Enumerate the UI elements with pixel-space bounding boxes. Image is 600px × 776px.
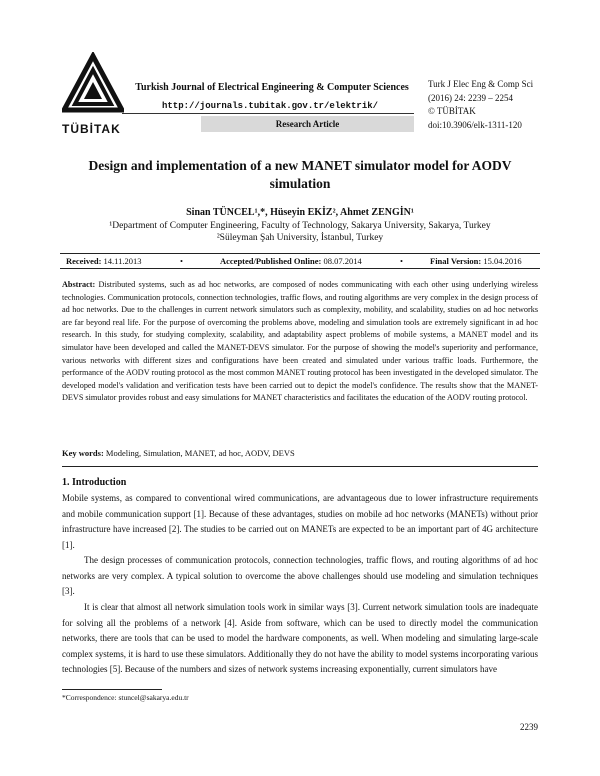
page-number: 2239: [520, 722, 538, 732]
section-divider: [62, 466, 538, 467]
ref-line-journal: Turk J Elec Eng & Comp Sci: [428, 79, 534, 89]
keywords: [62, 448, 538, 458]
dates-bar: [60, 253, 540, 269]
tubitak-logo-icon: [62, 52, 124, 124]
abstract: [62, 279, 538, 405]
footnote-rule: [62, 689, 162, 690]
journal-reference: [428, 78, 533, 132]
paper-authors: Sinan TÜNCEL¹,*, Hüseyin EKİZ², Ahmet ZENGİN¹: [186, 207, 414, 218]
section-heading: 1. Introduction: [62, 477, 127, 488]
header-divider: [122, 113, 414, 114]
paper-title: Design and implementation of a new MANET simulator model for AODV simulation: [88, 158, 512, 191]
ref-line-volume: (2016) 24: 2239 – 2254: [428, 92, 513, 103]
paragraph-2: The design processes of communication protocols, connection technologies, traffic flows, and routing algorithms of ad hoc networks are very complex. A typical solution to overcome the above challenges should use modeling and simulation techniques [3].: [62, 555, 538, 597]
date-separator: •: [400, 256, 403, 266]
paragraph-3: It is clear that almost all network simulation tools work in similar ways [3]. Current network simulation tools are inadequate for solving all the problems of a network [4]. Aside from software, which can be used to directly model the communication networks, there are tools that can be used to model the hardware components, as well. When modeling and simulating large-scale complex systems, it is hard to use these simulators. Additionally they do not have the ability to model systems incorporating various technologies [5]. Because of the numbers and sizes of network systems increasing exponentially, current simulators have: [62, 602, 538, 675]
ref-line-copyright: © TÜBİTAK: [428, 106, 476, 116]
keywords-label: Key words:: [62, 448, 104, 458]
journal-url[interactable]: http://journals.tubitak.gov.tr/elektrik/: [162, 101, 379, 111]
abstract-label: Abstract:: [62, 280, 96, 289]
ref-line-doi[interactable]: doi:10.3906/elk-1311-120: [428, 119, 522, 130]
date-separator: •: [180, 256, 183, 266]
logo-wordmark: TÜBİTAK: [62, 122, 121, 136]
affiliation-1: ¹Department of Computer Engineering, Faculty of Technology, Sakarya University, Sakarya, Turkey: [109, 221, 491, 231]
accepted-date: Accepted/Published Online: 08.07.2014: [220, 256, 362, 266]
abstract-text: Distributed systems, such as ad hoc networks, are composed of nodes communicating with each other using underlying wireless technologies. Communication protocols, connection technologies, traffic flows, and routing algorithms are very complex in the design process of ad hoc networks. Due to the challenges in current network simulators such as complexity, mobility, and scalability, studies on ad hoc networks are far beyond real life. For the purpose of overcoming the problems above, modeling and simulation tools are extremely significant in ad hoc research. In this study, for studying complexity, scalability, and adaptability aspect problems of mobile systems, a MANET model and its simulator have been developed and called the MANET-DEVS simulator. For the purpose of showing the model's superiority and performance, various networks with different sizes and configurations have been created and simulated under various traffic loads. Furthermore, the performance of the AODV routing protocol as the most common MANET routing protocol has been investigated in the developed simulator. The developed model's validation and verification tests have been carried out to depict the model's confidence. The results show that the MANET-DEVS simulator provides robust and easy simulations for MANET characteristics and facilitates the education of the AODV routing protocol.: [62, 280, 538, 403]
received-date: Received: 14.11.2013: [66, 256, 142, 266]
article-type-badge: Research Article: [201, 116, 414, 132]
paragraph-1: Mobile systems, as compared to conventional wired communications, are advantageous due to lower infrastructure requirements and mobile communication support [1]. Because of these advantages, studies on mobile ad hoc networks (MANETs) without prior infrastructure have increased [2]. The studies to be carried out on MANETs are expected to be an important part of 4G architecture [1].: [62, 493, 538, 550]
final-version-date: Final Version: 15.04.2016: [430, 256, 522, 266]
affiliation-2: ²Süleyman Şah University, İstanbul, Turkey: [216, 233, 384, 243]
keywords-text: Modeling, Simulation, MANET, ad hoc, AODV, DEVS: [105, 448, 295, 458]
journal-title: Turkish Journal of Electrical Engineering & Computer Sciences: [135, 82, 409, 93]
correspondence-footnote: *Correspondence: stuncel@sakarya.edu.tr: [62, 693, 189, 702]
